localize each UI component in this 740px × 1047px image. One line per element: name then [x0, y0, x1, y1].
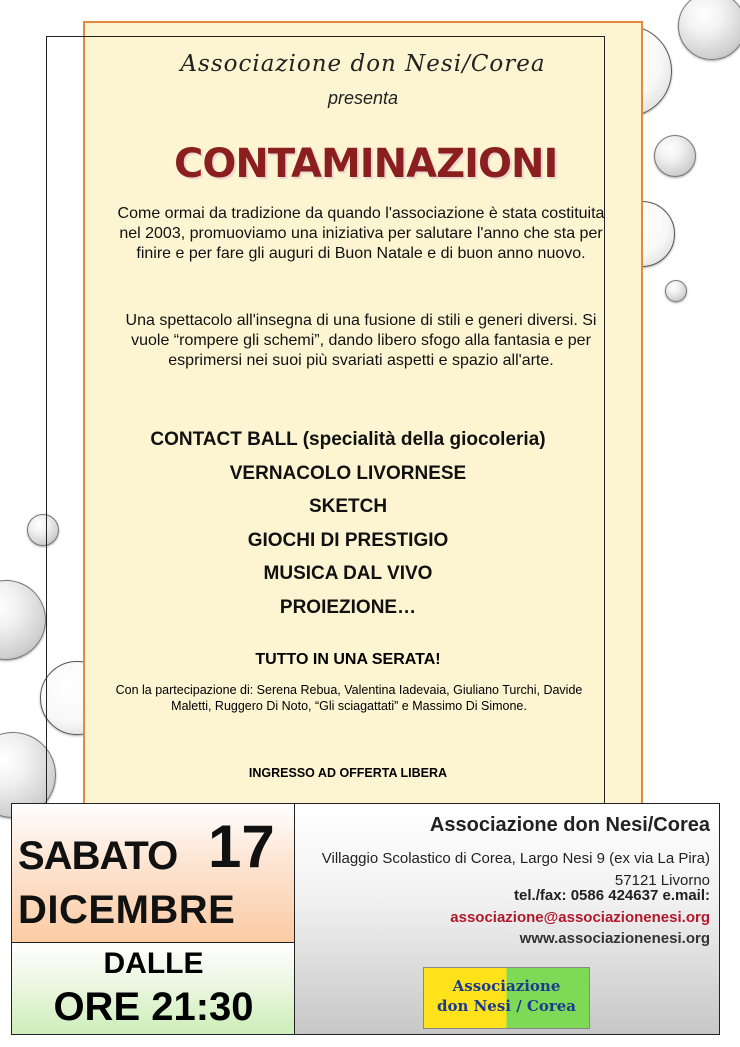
presents-label: presenta — [327, 88, 399, 108]
contact-phone: tel./fax: 0586 424637 e.mail: — [514, 887, 710, 904]
bubble-decoration — [654, 135, 696, 177]
day-number: 17 — [208, 813, 275, 880]
act-item: VERNACOLO LIVORNESE — [229, 462, 467, 484]
flyer-content — [83, 21, 643, 811]
act-item: MUSICA DAL VIVO — [263, 563, 433, 584]
day-name: SABATO — [18, 834, 178, 878]
contact-website-link[interactable]: www.associazionenesi.org — [519, 930, 710, 947]
act-item: CONTACT BALL (specialità della giocoleria) — [150, 429, 546, 450]
association-title: Associazione don Nesi/Corea — [180, 51, 546, 77]
participants-text: Con la partecipazione di: Serena Rebua, Valentina Iadevaia, Giuliano Turchi, Davide Maletti, Ruggero Di Noto, “Gli sciagattati” e Massimo Di Simone. — [115, 683, 583, 713]
contact-email-link[interactable]: associazione@associazionenesi.org — [450, 909, 710, 926]
intro-paragraph-2: Una spettacolo all'insegna di una fusione di stili e generi diversi. Si vuole “rompere gli schemi”, dando libero sfogo alla fantasia e per esprimersi nei suoi più svariati aspetti e spazio all'arte. — [125, 312, 597, 369]
from-label: DALLE — [103, 947, 204, 980]
contact-name: Associazione don Nesi/Corea — [429, 814, 710, 836]
date-box — [12, 804, 295, 943]
act-item: SKETCH — [308, 496, 388, 517]
association-logo — [423, 967, 590, 1029]
bubble-decoration — [678, 0, 740, 60]
intro-paragraph-1: Come ormai da tradizione da quando l'associazione è stata costituita nel 2003, promuoviamo una iniziativa per salutare l'anno che sta per finire e per fare gli auguri di Buon Natale e di buon anno nuovo. — [117, 205, 605, 262]
contact-address: Villaggio Scolastico di Corea, Largo Nesi 9 (ex via La Pira) 57121 Livorno — [321, 850, 710, 889]
acts-list — [83, 423, 613, 624]
start-time: ORE 21:30 — [53, 985, 254, 1029]
bubble-decoration — [0, 580, 46, 660]
month: DICEMBRE — [18, 888, 236, 932]
logo-line-2: don Nesi / Corea — [436, 997, 577, 1015]
logo-line-1: Associazione — [452, 977, 561, 995]
event-title-logo: CONTAMINAZIONI — [174, 141, 558, 187]
time-box — [12, 943, 295, 1034]
act-item: GIOCHI DI PRESTIGIO — [247, 529, 449, 551]
info-bar — [11, 803, 720, 1035]
admission-note: INGRESSO AD OFFERTA LIBERA — [248, 766, 448, 780]
act-item: PROIEZIONE… — [279, 596, 417, 618]
bubble-decoration — [665, 280, 687, 302]
all-in-one-evening: TUTTO IN UNA SERATA! — [255, 651, 441, 668]
